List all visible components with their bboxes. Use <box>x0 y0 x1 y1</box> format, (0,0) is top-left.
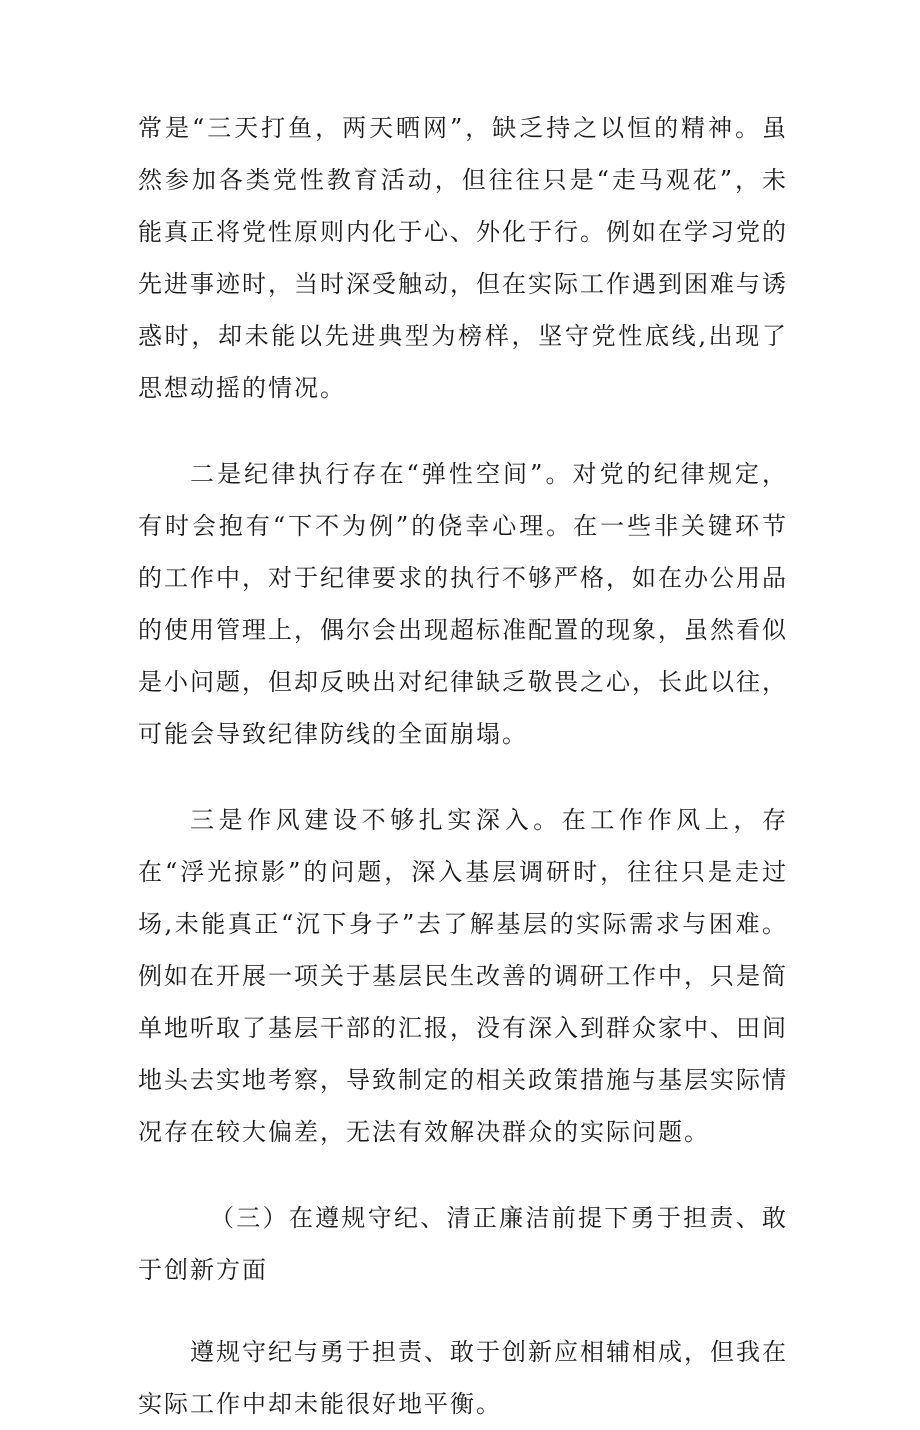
paragraph-point-three: 三是作风建设不够扎实深入。在工作作风上，存在“浮光掠影”的问题，深入基层调研时，往往只是走过场,未能真正“沉下身子”去了解基层的实际需求与困难。例如在开展一项关于基层民生改善的调研工作中，只是简单地听取了基层干部的汇报，没有深入到群众家中、田间地头去实地考察，导致制定的相关政策措施与基层实际情况存在较大偏差，无法有效解决群众的实际问题。 <box>138 806 788 1146</box>
document-body <box>138 102 788 1430</box>
paragraph-intro: 遵规守纪与勇于担责、敢于创新应相辅相成，但我在实际工作中却未能很好地平衡。 <box>138 1338 788 1418</box>
section-heading: （三）在遵规守纪、清正廉洁前提下勇于担责、敢于创新方面 <box>138 1204 788 1284</box>
paragraph-continuation: 常是“三天打鱼，两天晒网”，缺乏持之以恒的精神。虽然参加各类党性教育活动，但往往只是“走马观花”，未能真正将党性原则内化于心、外化于行。例如在学习党的先进事迹时，当时深受触动，但在实际工作遇到困难与诱惑时，却未能以先进典型为榜样，坚守党性底线,出现了思想动摇的情况。 <box>138 114 788 402</box>
paragraph-point-two: 二是纪律执行存在“弹性空间”。对党的纪律规定，有时会抱有“下不为例”的侥幸心理。在一些非关键环节的工作中，对于纪律要求的执行不够严格，如在办公用品的使用管理上，偶尔会出现超标准配置的现象，虽然看似是小问题，但却反映出对纪律缺乏敬畏之心，长此以往，可能会导致纪律防线的全面崩塌。 <box>138 460 788 748</box>
